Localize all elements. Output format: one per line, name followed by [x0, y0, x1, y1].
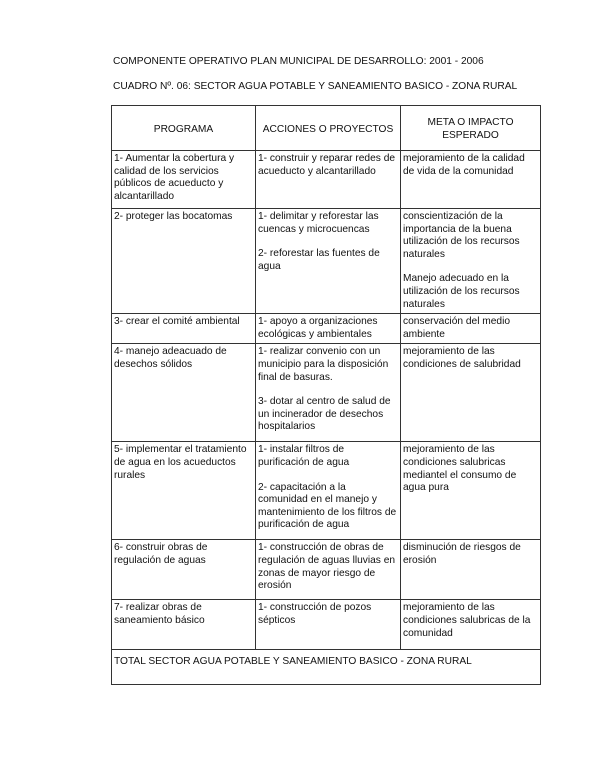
total-row — [112, 650, 541, 685]
programa-cell: 2- proteger las bocatomas — [112, 209, 256, 314]
column-header-programa: PROGRAMA — [112, 106, 256, 151]
acciones-cell — [256, 151, 401, 209]
total-label: TOTAL SECTOR AGUA POTABLE Y SANEAMIENTO BASICO - ZONA RURAL — [112, 650, 541, 685]
acciones-item: 1- construcción de pozos sépticos — [258, 602, 372, 626]
meta-item: disminución de riesgos de erosión — [403, 542, 521, 566]
meta-cell — [401, 442, 541, 540]
meta-item: conservación del medio ambiente — [403, 316, 511, 340]
acciones-cell — [256, 540, 401, 600]
table-row — [112, 540, 541, 600]
table-row — [112, 442, 541, 540]
acciones-cell — [256, 442, 401, 540]
meta-item: mejoramiento de las condiciones salubricas de la comunidad — [403, 602, 531, 639]
acciones-item: 2- capacitación a la comunidad en el manejo y mantenimiento de los filtros de purificación de agua — [258, 481, 397, 531]
acciones-item: 3- dotar al centro de salud de un incinerador de desechos hospitalarios — [258, 396, 391, 433]
table-caption: CUADRO Nº. 06: SECTOR AGUA POTABLE Y SANEAMIENTO BASICO - ZONA RURAL — [113, 81, 518, 92]
meta-item: mejoramiento de las condiciones de salubridad — [403, 346, 521, 370]
acciones-item: 1- construir y reparar redes de acueducto y alcantarillado — [258, 153, 396, 177]
acciones-cell — [256, 209, 401, 314]
meta-item: mejoramiento de la calidad de vida de la comunidad — [403, 153, 525, 177]
meta-item: mejoramiento de las condiciones salubricas mediantel el consumo de agua pura — [403, 444, 517, 494]
meta-cell — [401, 600, 541, 650]
acciones-item: 1- apoyo a organizaciones ecológicas y ambientales — [258, 316, 378, 340]
programa-cell: 1- Aumentar la cobertura y calidad de los servicios públicos de acueducto y alcantarillado — [112, 151, 256, 209]
acciones-item: 2- reforestar las fuentes de agua — [258, 248, 380, 272]
meta-cell — [401, 209, 541, 314]
meta-cell — [401, 151, 541, 209]
table-row — [112, 344, 541, 442]
acciones-cell — [256, 600, 401, 650]
table-row — [112, 314, 541, 344]
document-title: COMPONENTE OPERATIVO PLAN MUNICIPAL DE DESARROLLO: 2001 - 2006 — [113, 56, 484, 67]
sector-table — [111, 105, 541, 685]
acciones-cell — [256, 344, 401, 442]
acciones-item: 1- realizar convenio con un municipio para la disposición final de basuras. — [258, 346, 389, 383]
column-header-meta: META O IMPACTO ESPERADO — [401, 106, 541, 151]
table-row — [112, 151, 541, 209]
table-header-row — [112, 106, 541, 151]
acciones-item: 1- instalar filtros de purificación de agua — [258, 444, 350, 468]
meta-cell — [401, 344, 541, 442]
column-header-acciones: ACCIONES O PROYECTOS — [256, 106, 401, 151]
meta-cell — [401, 314, 541, 344]
programa-cell: 4- manejo adeacuado de desechos sólidos — [112, 344, 256, 442]
programa-cell: 7- realizar obras de saneamiento básico — [112, 600, 256, 650]
meta-cell — [401, 540, 541, 600]
table-row — [112, 209, 541, 314]
programa-cell: 5- implementar el tratamiento de agua en los acueductos rurales — [112, 442, 256, 540]
acciones-item: 1- construcción de obras de regulación de aguas lluvias en zonas de mayor riesgo de erosión — [258, 542, 396, 592]
acciones-cell — [256, 314, 401, 344]
table-row — [112, 600, 541, 650]
meta-item: conscientización de la importancia de la buena utilización de los recursos naturales — [403, 211, 520, 260]
programa-cell: 6- construir obras de regulación de aguas — [112, 540, 256, 600]
meta-item: Manejo adecuado en la utilización de los recursos naturales — [403, 273, 520, 310]
acciones-item: 1- delimitar y reforestar las cuencas y microcuencas — [258, 211, 379, 235]
programa-cell: 3- crear el comité ambiental — [112, 314, 256, 344]
